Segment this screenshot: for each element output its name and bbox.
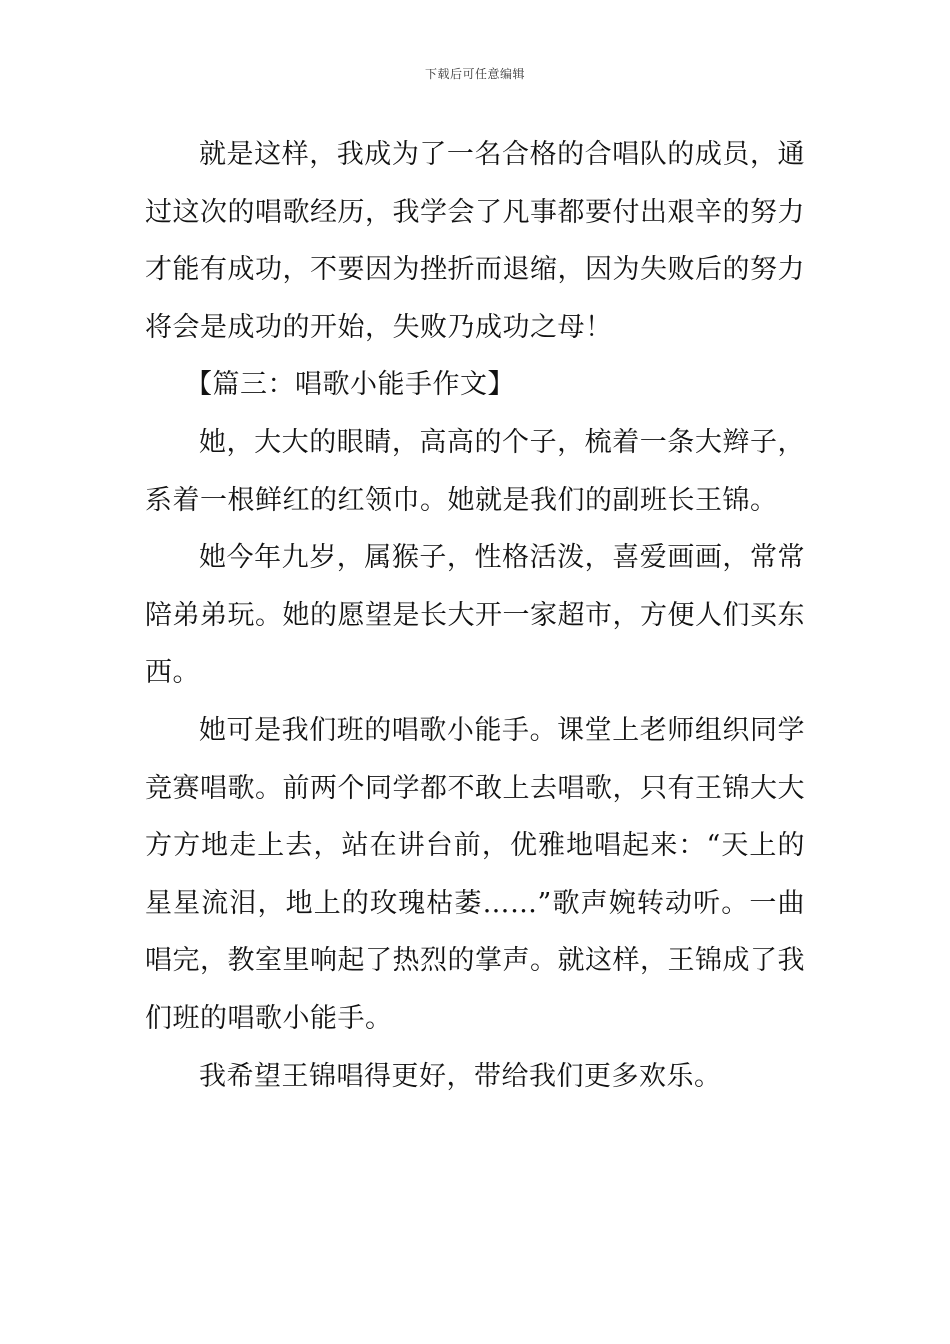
document-body	[145, 126, 805, 1105]
paragraph-closing: 我希望王锦唱得更好，带给我们更多欢乐。	[199, 1060, 722, 1092]
paragraph-singing-story: 她可是我们班的唱歌小能手。课堂上老师组织同学竞赛唱歌。前两个同学都不敢上去唱歌，只有王锦大大方方地走上去，站在讲台前，优雅地唱起来：“天上的星星流泪，地上的玫瑰枯萎……”歌声婉转动听。一曲唱完，教室里响起了热烈的掌声。就这样，王锦成了我们班的唱歌小能手。	[145, 714, 805, 1034]
header-note: 下载后可任意编辑	[424, 67, 525, 81]
section-heading: 【篇三：唱歌小能手作文】	[185, 369, 515, 401]
paragraph-conclusion: 就是这样，我成为了一名合格的合唱队的成员，通过这次的唱歌经历，我学会了凡事都要付出艰辛的努力才能有成功，不要因为挫折而退缩，因为失败后的努力将会是成功的开始，失败乃成功之母！	[145, 139, 805, 343]
paragraph-description: 她，大大的眼睛，高高的个子，梳着一条大辫子，系着一根鲜红的红领巾。她就是我们的副班长王锦。	[145, 426, 805, 516]
paragraph-personal-info: 她今年九岁，属猴子，性格活泼，喜爱画画，常常陪弟弟玩。她的愿望是长大开一家超市，方便人们买东西。	[145, 542, 805, 689]
